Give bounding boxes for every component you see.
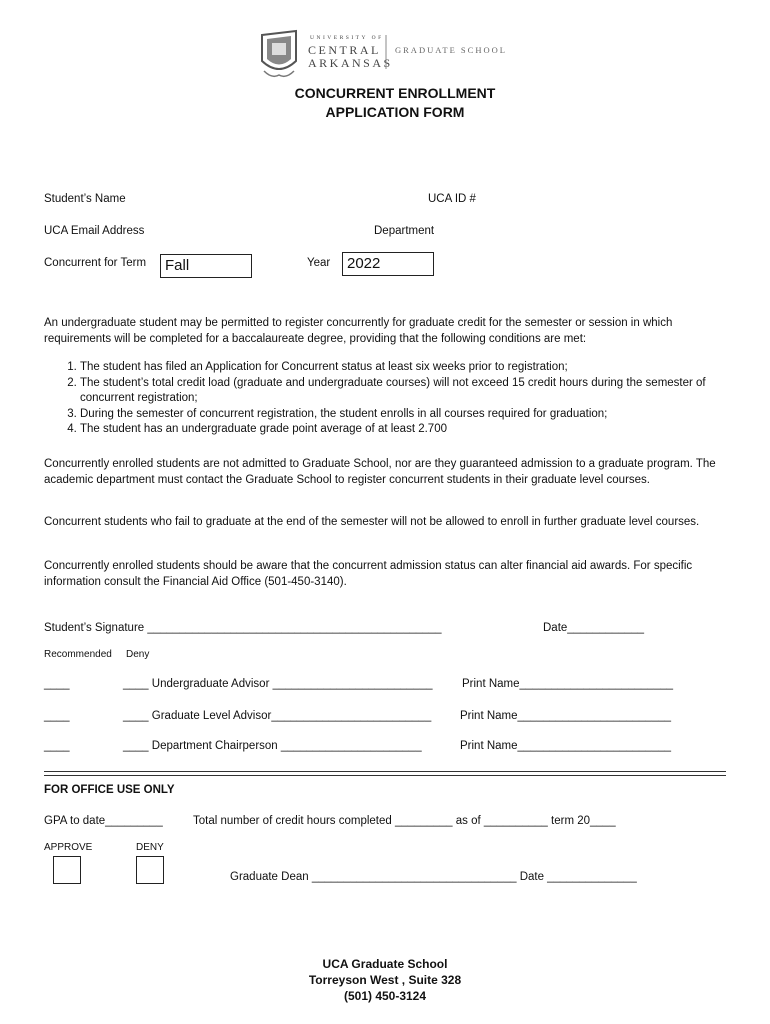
uca-logo: [258, 27, 518, 85]
graduate-dean-line[interactable]: Graduate Dean ________________________________ Date ______________: [230, 871, 637, 883]
logo-arkansas: ARKANSAS: [308, 56, 393, 70]
grad-level-advisor-line[interactable]: ____ Graduate Level Advisor_________________________: [123, 710, 432, 722]
logo-graduate-school: GRADUATE SCHOOL: [395, 45, 507, 55]
year-field[interactable]: 2022: [342, 252, 434, 276]
footer-phone: (501) 450-3124: [343, 989, 427, 1003]
requirement-item: 4. The student has an undergraduate grade point average of at least 2.700: [80, 422, 760, 438]
seal-icon: [262, 31, 296, 76]
graduation-paragraph: Concurrent students who fail to graduate at the end of the semester will not be allowed to enroll in further graduate level courses.: [44, 516, 700, 528]
grad-advisor-print-name[interactable]: Print Name________________________: [460, 710, 672, 722]
term-label: Concurrent for Term: [44, 257, 147, 269]
financial-aid-paragraph: Concurrently enrolled students should be aware that the concurrent admission status can alter financial aid awards. For specific information consult the Financial Aid Office (501-450-3140).: [44, 560, 693, 588]
approve-checkbox[interactable]: [53, 856, 81, 884]
requirement-item: 1. The student has filed an Application for Concurrent status at least six weeks prior to registration;: [80, 360, 760, 376]
approve-label: APPROVE: [44, 842, 93, 853]
gpa-to-date-line[interactable]: GPA to date_________: [44, 815, 163, 827]
department-chair-line[interactable]: ____ Department Chairperson ______________________: [123, 740, 422, 752]
footer-address: Torreyson West , Suite 328: [308, 973, 462, 987]
requirement-item: 2. The student’s total credit load (graduate and undergraduate courses) will not exceed 15 credit hours during the semester of concurrent registration;: [80, 376, 760, 407]
form-title-line1: CONCURRENT ENROLLMENT: [294, 85, 496, 101]
undergrad-advisor-line[interactable]: ____ Undergraduate Advisor _________________________: [123, 678, 433, 690]
advisor-recommend-blank[interactable]: ____: [44, 678, 70, 690]
undergrad-advisor-print-name[interactable]: Print Name________________________: [462, 678, 674, 690]
deny-label: DENY: [136, 842, 164, 853]
office-divider-top: [44, 771, 726, 772]
uca-id-label: UCA ID #: [428, 193, 476, 205]
year-label: Year: [307, 257, 331, 269]
student-signature-line[interactable]: Student’s Signature ______________________________________________: [44, 622, 442, 634]
deny-checkbox[interactable]: [136, 856, 164, 884]
admission-paragraph: Concurrently enrolled students are not admitted to Graduate School, nor are they guaranteed admission to a graduate program. The academic department must contact the Graduate School to register concurrent students in their graduate level courses.: [44, 458, 716, 486]
logo-university-top: UNIVERSITY OF: [310, 35, 384, 41]
grad-advisor-recommend-blank[interactable]: ____: [44, 710, 70, 722]
footer-office-name: UCA Graduate School: [322, 957, 448, 971]
student-name-label: Student’s Name: [44, 193, 126, 205]
deny-header: Deny: [126, 649, 150, 660]
credit-hours-line[interactable]: Total number of credit hours completed _________ as of __________ term 20____: [193, 815, 616, 827]
requirements-list: [44, 360, 760, 438]
chair-print-name[interactable]: Print Name________________________: [460, 740, 672, 752]
department-label: Department: [374, 225, 435, 237]
office-use-heading: FOR OFFICE USE ONLY: [44, 784, 175, 796]
logo-central: CENTRAL: [308, 43, 381, 57]
intro-paragraph: An undergraduate student may be permitted to register concurrently for graduate credit for the semester or session in which requirements will be completed for a baccalaureate degree, providing that the following conditions are met:: [44, 317, 673, 345]
requirement-item: 3. During the semester of concurrent registration, the student enrolls in all courses required for graduation;: [80, 407, 760, 423]
email-label: UCA Email Address: [44, 225, 145, 237]
office-divider-bottom: [44, 775, 726, 776]
chair-recommend-blank[interactable]: ____: [44, 740, 70, 752]
student-date-line[interactable]: Date____________: [543, 622, 645, 634]
term-field[interactable]: Fall: [160, 254, 252, 278]
recommended-header: Recommended: [44, 649, 112, 660]
form-title-line2: APPLICATION FORM: [325, 104, 465, 120]
